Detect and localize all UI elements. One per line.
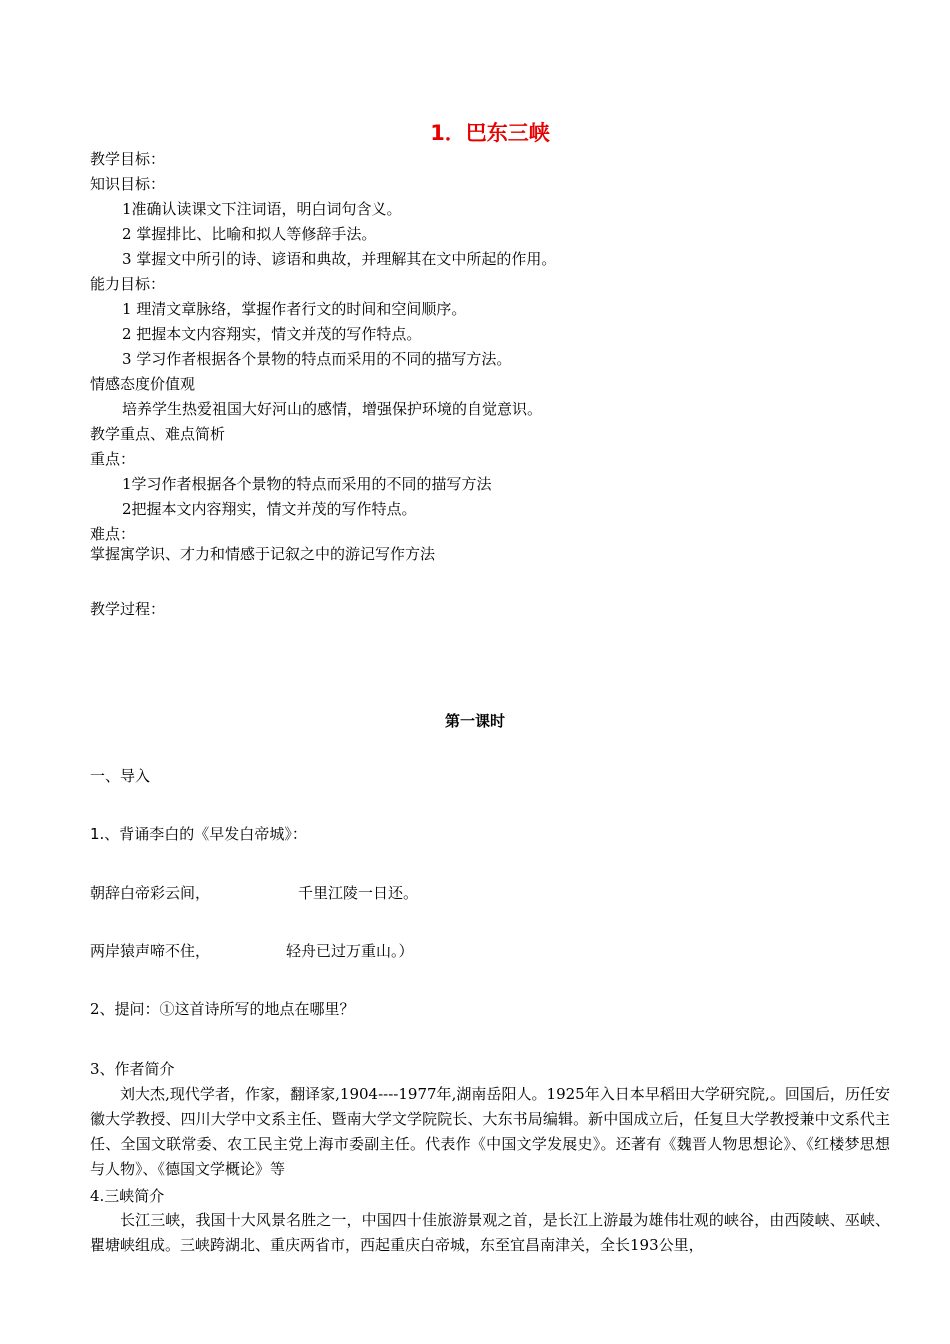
intro-heading: 一、导入 xyxy=(90,767,151,785)
goals-heading: 教学目标： xyxy=(90,150,166,168)
ability-heading: 能力目标： xyxy=(90,275,166,293)
recite-text: 1.、背诵李白的《早发白帝城》： xyxy=(90,825,307,843)
ability-item-1: 1 理清文章脉络，掌握作者行文的时间和空间顺序。 xyxy=(122,300,467,318)
ability-item-2: 2 把握本文内容翔实，情文并茂的写作特点。 xyxy=(122,325,422,343)
focus-heading: 重点： xyxy=(90,450,136,468)
poem-line-1a: 朝辞白帝彩云间， xyxy=(90,884,211,902)
focus-item-2: 2把握本文内容翔实，情文并茂的写作特点。 xyxy=(122,500,417,518)
author-paragraph: 刘大杰,现代学者，作家，翻译家,1904----1977年,湖南岳阳人。1925年入日本早稻田大学研究院,。回国后，历任安徽大学教授、四川大学中文系主任、暨南大学文学院院长、大东书局编辑。新中国成立后，任复旦大学教授兼中文系代主任、全国文联常委、农工民主党上海市委副主任。代表作《中国文学发展史》。还著有《魏晋人物思想论》、《红楼梦思想与人物》、《德国文学概论》等 xyxy=(90,1085,890,1178)
gorge-heading: 4.三峡简介 xyxy=(90,1187,165,1205)
poem-line-2b: 轻舟已过万重山。） xyxy=(286,942,414,960)
difficulty-heading: 难点： xyxy=(90,525,136,543)
document-title: 1．巴东三峡 xyxy=(430,121,550,145)
poem-line-1b: 千里江陵一日还。 xyxy=(298,884,419,902)
emotion-item-1: 培养学生热爱祖国大好河山的感情，增强保护环境的自觉意识。 xyxy=(122,400,543,418)
lesson-heading: 第一课时 xyxy=(444,712,505,730)
process-heading: 教学过程： xyxy=(90,600,166,618)
gorge-paragraph: 长江三峡，我国十大风景名胜之一，中国四十佳旅游景观之首，是长江上游最为雄伟壮观的峡谷，由西陵峡、巫峡、瞿塘峡组成。三峡跨湖北、重庆两省市，西起重庆白帝城，东至宜昌南津关，全长193公里， xyxy=(90,1211,890,1254)
recite-line xyxy=(90,823,307,845)
question-line: 2、提问：①这首诗所写的地点在哪里？ xyxy=(90,1000,355,1018)
knowledge-item-3: 3 掌握文中所引的诗、谚语和典故，并理解其在文中所起的作用。 xyxy=(122,250,557,268)
knowledge-item-2: 2 掌握排比、比喻和拟人等修辞手法。 xyxy=(122,225,377,243)
knowledge-heading: 知识目标： xyxy=(90,175,166,193)
keypoints-heading: 教学重点、难点简析 xyxy=(90,425,226,443)
author-heading: 3、作者简介 xyxy=(90,1060,175,1078)
knowledge-item-1: 1准确认读课文下注词语，明白词句含义。 xyxy=(122,200,402,218)
poem-line-2a: 两岸猿声啼不住， xyxy=(90,942,211,960)
difficulty-item-1: 掌握寓学识、才力和情感于记叙之中的游记写作方法 xyxy=(90,545,436,563)
focus-item-1: 1学习作者根据各个景物的特点而采用的不同的描写方法 xyxy=(122,475,492,493)
ability-item-3: 3 学习作者根据各个景物的特点而采用的不同的描写方法。 xyxy=(122,350,512,368)
emotion-heading: 情感态度价值观 xyxy=(90,375,196,393)
